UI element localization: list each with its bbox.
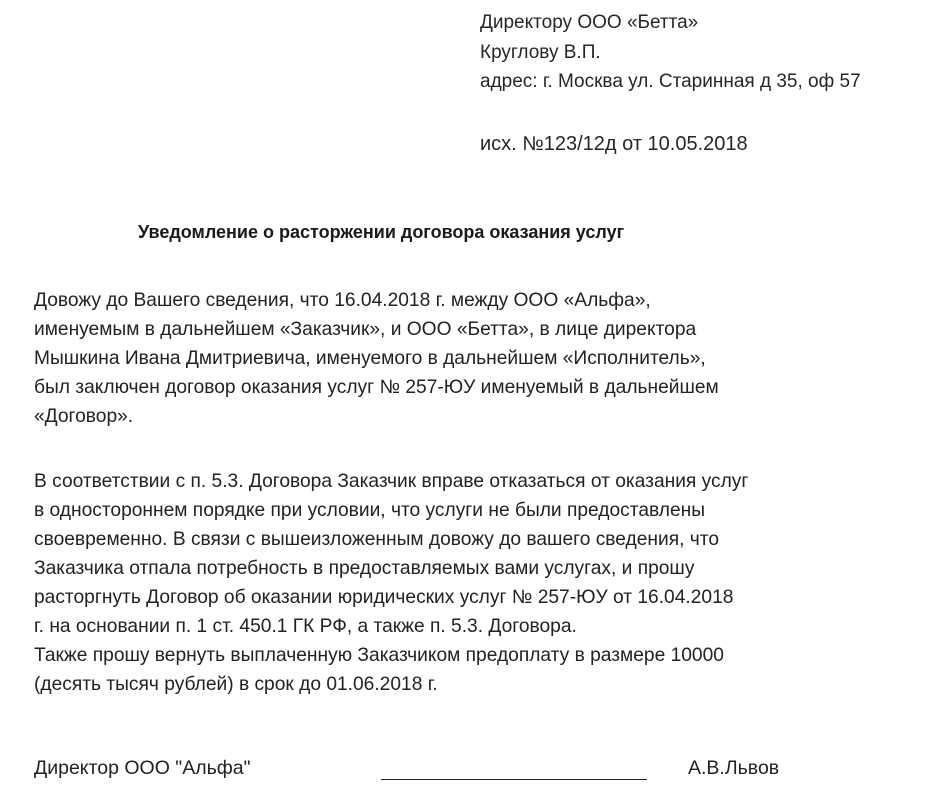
outgoing-reference: исх. №123/12д от 10.05.2018 — [480, 133, 748, 155]
paragraph-2-line: в одностороннем порядке при условии, что услуги не были предоставлены — [34, 500, 705, 521]
signatory-name: А.В.Львов — [688, 757, 780, 779]
paragraph-1 — [34, 286, 719, 431]
paragraph-1-line: был заключен договор оказания услуг № 257-ЮУ именуемый в дальнейшем — [34, 377, 719, 398]
paragraph-1-line: «Договор». — [34, 406, 134, 427]
paragraph-1-line: Довожу до Вашего сведения, что 16.04.2018 г. между ООО «Альфа», — [34, 290, 651, 311]
paragraph-2-line: Заказчика отпала потребность в предоставляемых вами услугах, и прошу — [34, 558, 695, 579]
paragraph-1-line: Мышкина Ивана Дмитриевича, именуемого в дальнейшем «Исполнитель», — [34, 348, 706, 369]
paragraph-1-line: именуемым в дальнейшем «Заказчик», и ООО «Бетта», в лице директора — [34, 319, 697, 340]
paragraph-2-line: (десять тысяч рублей) в срок до 01.06.2018 г. — [34, 674, 438, 695]
paragraph-2-line: расторгнуть Договор об оказании юридических услуг № 257-ЮУ от 16.04.2018 — [34, 587, 734, 608]
addressee-line-1: Директору ООО «Бетта» — [480, 12, 699, 33]
paragraph-2-line: г. на основании п. 1 ст. 450.1 ГК РФ, а также п. 5.3. Договора. — [34, 616, 577, 637]
paragraph-2 — [34, 467, 748, 699]
signature-line — [381, 779, 647, 780]
addressee-address: адрес: г. Москва ул. Старинная д 35, оф 57 — [480, 71, 861, 92]
signatory-position: Директор ООО "Альфа" — [34, 757, 251, 779]
paragraph-2-line: своевременно. В связи с вышеизложенным довожу до вашего сведения, что — [34, 529, 719, 550]
paragraph-2-line: В соответствии с п. 5.3. Договора Заказчик вправе отказаться от оказания услуг — [34, 471, 749, 492]
paragraph-2-line: Также прошу вернуть выплаченную Заказчиком предоплату в размере 10000 — [34, 645, 724, 666]
document-title: Уведомление о расторжении договора оказания услуг — [138, 222, 625, 242]
addressee-line-2: Круглову В.П. — [480, 42, 601, 63]
